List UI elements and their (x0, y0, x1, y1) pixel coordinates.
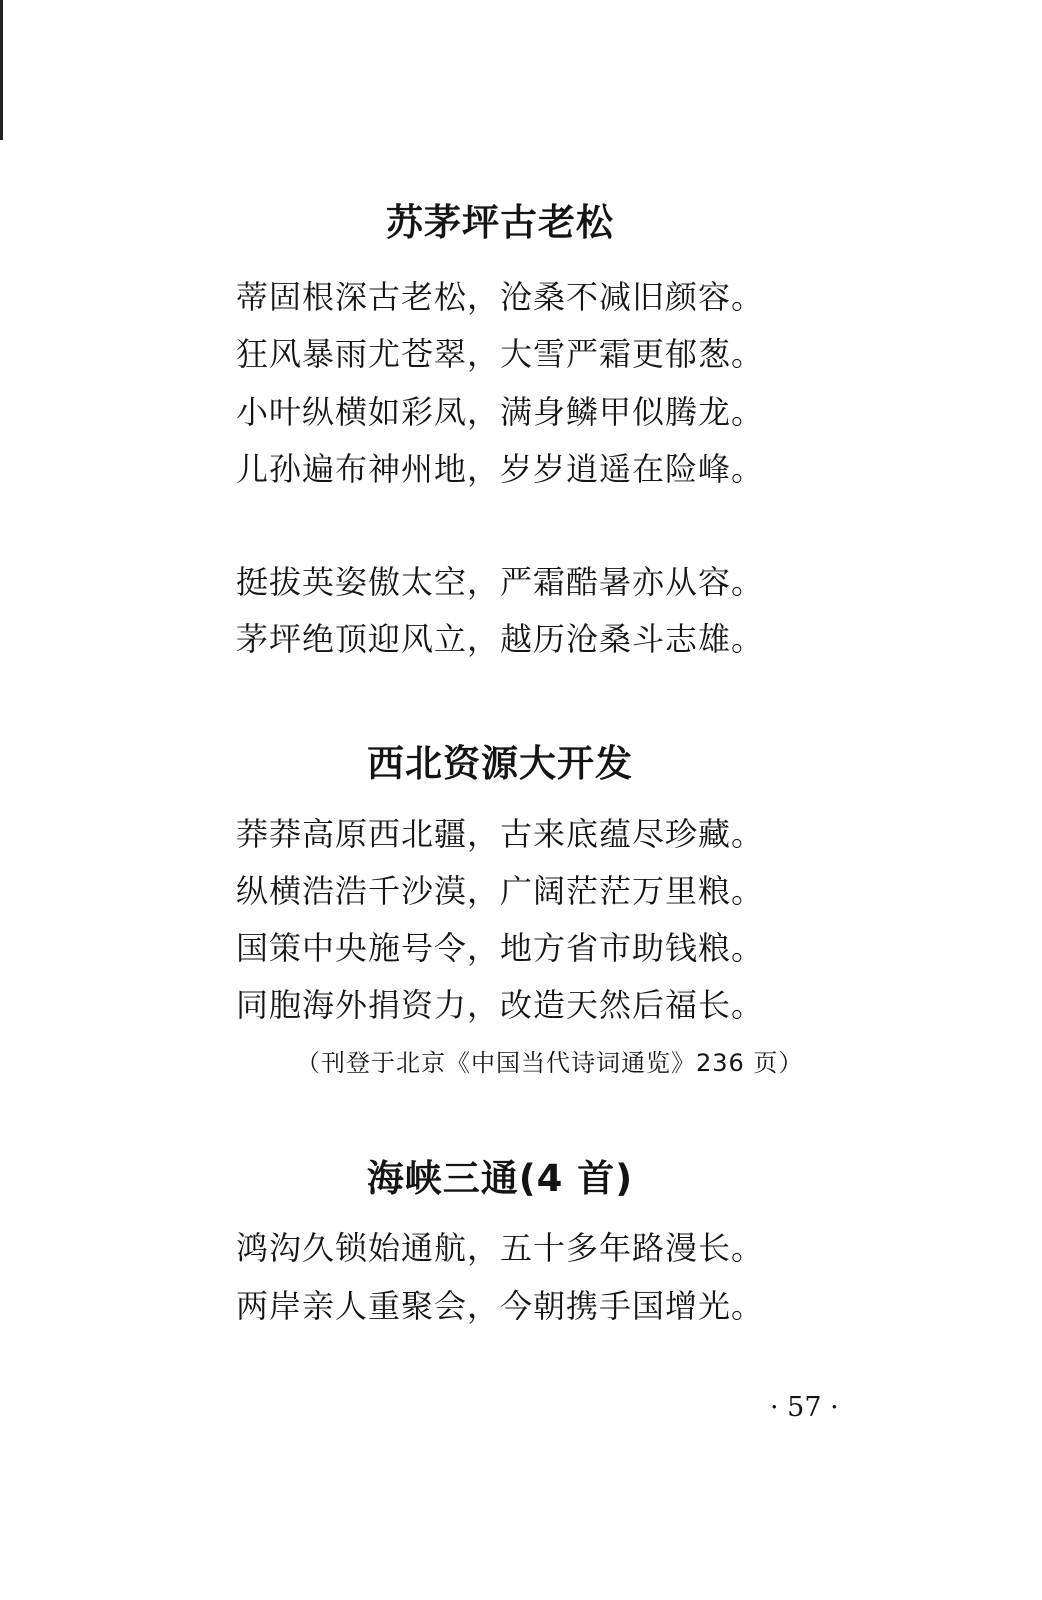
poem-title: 海峡三通(4 首) (366, 1157, 634, 1200)
verse-line: 狂风暴雨尤苍翠，大雪严霜更郁葱。 (236, 335, 765, 373)
verse-line: 茅坪绝顶迎风立，越历沧桑斗志雄。 (236, 620, 765, 658)
scan-edge-mark (0, 0, 3, 140)
verse-line: 国策中央施号令，地方省市助钱粮。 (236, 929, 765, 967)
poem-title: 西北资源大开发 (367, 742, 633, 785)
verse-line: 儿孙遍布神州地，岁岁逍遥在险峰。 (236, 450, 765, 488)
verse-line: 小叶纵横如彩凤，满身鳞甲似腾龙。 (236, 393, 765, 431)
poem-title: 苏茅坪古老松 (386, 201, 614, 244)
verse-line: 纵横浩浩千沙漠，广阔茫茫万里粮。 (236, 872, 765, 910)
publication-note: （刊登于北京《中国当代诗词通览》236 页） (296, 1049, 804, 1077)
verse-line: 同胞海外捐资力，改造天然后福长。 (236, 986, 765, 1024)
page-number: · 57 · (770, 1392, 839, 1423)
verse-line: 莽莽高原西北疆，古来底蕴尽珍藏。 (236, 815, 765, 853)
verse-line: 两岸亲人重聚会，今朝携手国增光。 (236, 1287, 765, 1325)
verse-line: 鸿沟久锁始通航，五十多年路漫长。 (236, 1229, 765, 1267)
verse-line: 挺拔英姿傲太空，严霜酷暑亦从容。 (236, 563, 765, 601)
verse-line: 蒂固根深古老松，沧桑不减旧颜容。 (236, 278, 765, 316)
